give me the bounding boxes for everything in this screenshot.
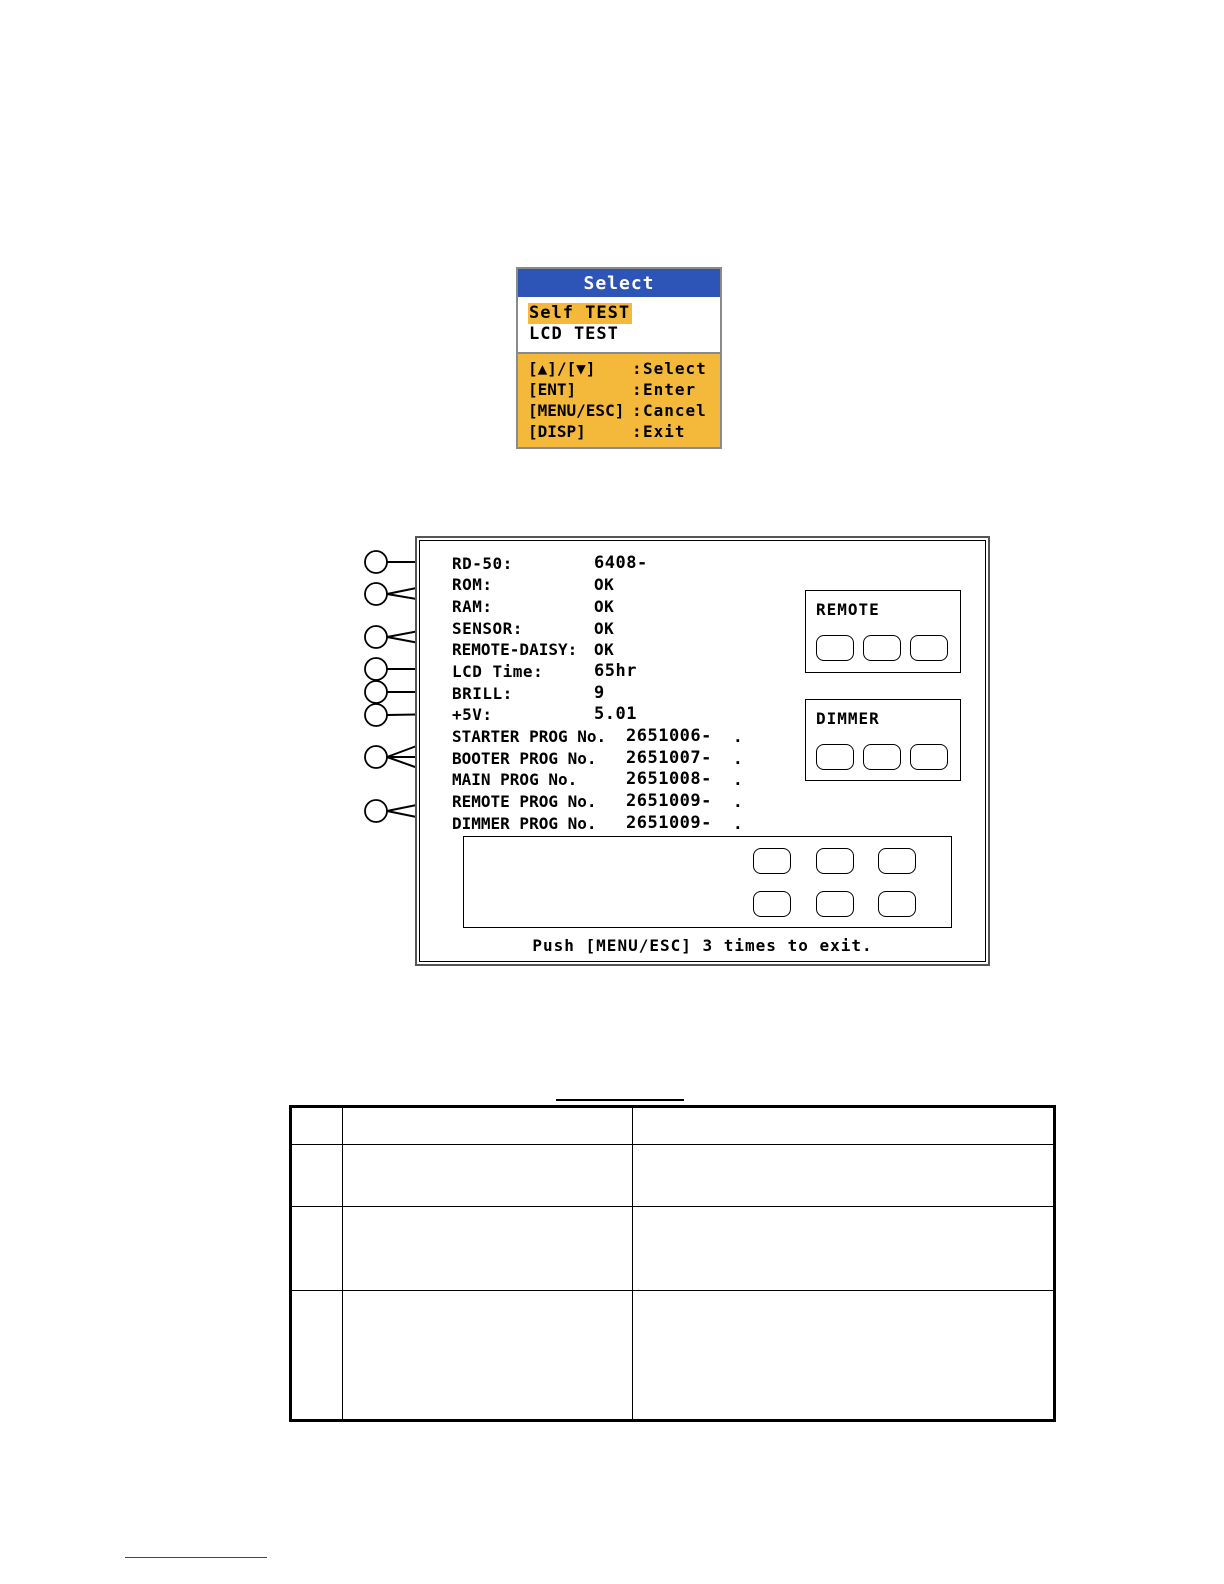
row-value-lcd-time: 65hr	[594, 661, 637, 681]
row-dot-dimmer-prog: .	[733, 814, 744, 833]
keypad-key-6	[878, 891, 916, 917]
remote-panel-title: REMOTE	[816, 600, 880, 619]
help-key: [MENU/ESC]	[528, 401, 625, 420]
row-value-main-prog: 2651008-	[626, 769, 712, 789]
results-table	[289, 1105, 1056, 1422]
table-header-item	[343, 1107, 633, 1145]
row-value-5v: 5.01	[594, 704, 637, 724]
table-cell	[291, 1207, 343, 1291]
table-cell	[343, 1145, 633, 1207]
row-label-main-prog: MAIN PROG No.	[452, 770, 578, 789]
row-value-starter-prog: 2651006-	[626, 726, 712, 746]
row-label-sensor: SENSOR:	[452, 619, 523, 638]
table-title-underline	[556, 1099, 684, 1101]
option-lcd-test[interactable]: LCD TEST	[529, 324, 619, 344]
table-header-row	[291, 1107, 1055, 1145]
table-cell	[633, 1207, 1055, 1291]
keypad-key-4	[753, 891, 791, 917]
remote-panel	[805, 590, 961, 673]
row-label-lcd-time: LCD Time:	[452, 662, 544, 681]
help-key: [ENT]	[528, 380, 577, 399]
callout-circle-1	[365, 551, 387, 573]
help-action: Exit	[643, 422, 686, 441]
callout-circle-5	[365, 681, 387, 703]
row-value-dimmer-prog: 2651009-	[626, 813, 712, 833]
help-row: [DISP] :Exit	[528, 422, 686, 441]
callout-circle-4	[365, 658, 387, 680]
help-action: Enter	[643, 380, 697, 399]
callout-circle-8	[365, 800, 387, 822]
dialog-title: Select	[518, 269, 720, 297]
remote-key-2	[863, 635, 901, 661]
keypad-key-5	[816, 891, 854, 917]
row-value-remote-daisy: OK	[594, 640, 615, 659]
callout-circle-7	[365, 746, 387, 768]
row-label-booter-prog: BOOTER PROG No.	[452, 749, 597, 768]
dimmer-panel	[805, 699, 961, 781]
row-label-dimmer-prog: DIMMER PROG No.	[452, 814, 597, 833]
row-label-remote-prog: REMOTE PROG No.	[452, 792, 597, 811]
callout-circle-3	[365, 626, 387, 648]
row-value-remote-prog: 2651009-	[626, 791, 712, 811]
help-key: [DISP]	[528, 422, 586, 441]
row-label-5v: +5V:	[452, 705, 493, 724]
help-action: Select	[643, 359, 707, 378]
row-value-rd50: 6408-	[594, 553, 648, 573]
dimmer-key-3	[910, 744, 948, 770]
row-label-rd50: RD-50:	[452, 554, 513, 573]
row-value-rom: OK	[594, 575, 615, 594]
dimmer-panel-title: DIMMER	[816, 709, 880, 728]
table-cell	[633, 1145, 1055, 1207]
row-dot-remote-prog: .	[733, 792, 744, 811]
table-cell	[291, 1291, 343, 1421]
table-row	[291, 1207, 1055, 1291]
row-dot-starter-prog: .	[733, 727, 744, 746]
keypad-key-3	[878, 848, 916, 874]
row-label-brill: BRILL:	[452, 684, 513, 703]
help-row: [MENU/ESC] :Cancel	[528, 401, 707, 420]
row-label-remote-daisy: REMOTE-DAISY:	[452, 640, 578, 659]
help-action: Cancel	[643, 401, 707, 420]
row-dot-main-prog: .	[733, 770, 744, 789]
footer-link-underline	[125, 1557, 267, 1558]
row-value-brill: 9	[594, 683, 605, 703]
remote-key-1	[816, 635, 854, 661]
dimmer-key-1	[816, 744, 854, 770]
row-label-rom: ROM:	[452, 575, 493, 594]
row-label-ram: RAM:	[452, 597, 493, 616]
keypad-key-1	[753, 848, 791, 874]
table-cell	[343, 1207, 633, 1291]
dimmer-key-2	[863, 744, 901, 770]
keypad-key-2	[816, 848, 854, 874]
row-value-ram: OK	[594, 597, 615, 616]
option-self-test[interactable]: Self TEST	[529, 303, 631, 323]
self-test-screen	[415, 536, 990, 966]
table-header-desc	[633, 1107, 1055, 1145]
table-cell	[291, 1145, 343, 1207]
help-row: [▲]/[▼] :Select	[528, 359, 707, 378]
table-cell	[633, 1291, 1055, 1421]
callout-circle-2	[365, 583, 387, 605]
row-value-sensor: OK	[594, 619, 615, 638]
row-value-booter-prog: 2651007-	[626, 748, 712, 768]
row-label-starter-prog: STARTER PROG No.	[452, 727, 607, 746]
help-row: [ENT] :Enter	[528, 380, 697, 399]
callout-circle-6	[365, 704, 387, 726]
remote-key-3	[910, 635, 948, 661]
row-dot-booter-prog: .	[733, 749, 744, 768]
exit-message: Push [MENU/ESC] 3 times to exit.	[532, 936, 873, 955]
table-header-no	[291, 1107, 343, 1145]
keypad-panel	[463, 836, 952, 928]
help-key: [▲]/[▼]	[528, 359, 596, 378]
table-cell	[343, 1291, 633, 1421]
table-row	[291, 1291, 1055, 1421]
table-row	[291, 1145, 1055, 1207]
